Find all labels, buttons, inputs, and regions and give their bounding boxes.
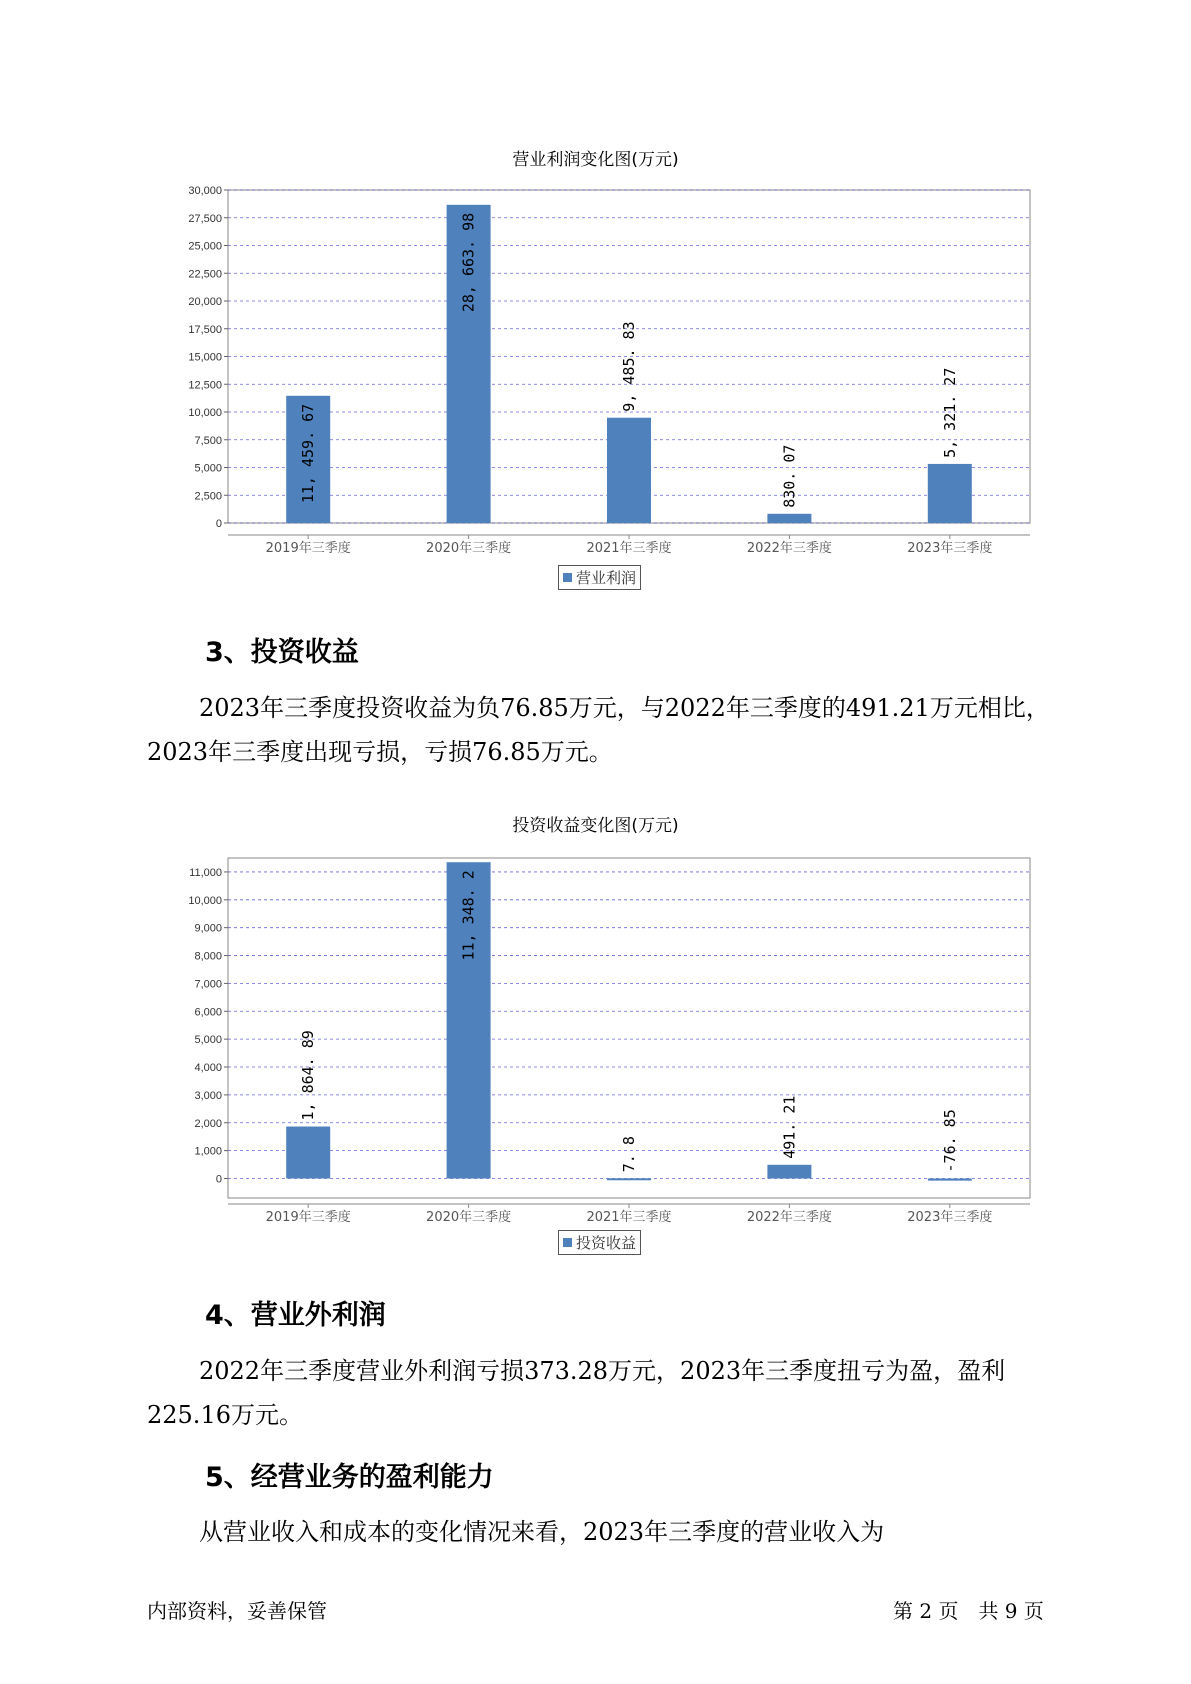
y-tick-label: 7,000 bbox=[194, 978, 222, 991]
x-tick-label: 2021年三季度 bbox=[586, 1210, 672, 1225]
section-heading-investment-income: 3、投资收益 bbox=[205, 637, 359, 668]
bar bbox=[286, 1127, 330, 1179]
data-label: 11, 348. 2 bbox=[459, 870, 478, 961]
y-tick-label: 10,000 bbox=[188, 894, 222, 907]
y-tick-label: 7,500 bbox=[194, 434, 222, 447]
y-tick-label: 2,500 bbox=[194, 490, 222, 503]
y-tick-label: 10,000 bbox=[188, 407, 222, 419]
y-tick-label: 6,000 bbox=[194, 1006, 222, 1019]
legend-swatch bbox=[563, 1238, 572, 1247]
data-label: 7. 8 bbox=[620, 1136, 638, 1173]
paragraph-non-operating-profit: 2022年三季度营业外利润亏损373.28万元，2023年三季度扭亏为盈，盈利225.16万元。 bbox=[147, 1357, 1006, 1429]
x-tick-label: 2022年三季度 bbox=[746, 1210, 832, 1225]
data-label: 11, 459. 67 bbox=[299, 403, 318, 504]
y-tick-label: 0 bbox=[215, 518, 222, 530]
y-tick-label: 25,000 bbox=[188, 240, 222, 253]
y-tick-label: 5,000 bbox=[194, 1034, 222, 1047]
chart1-legend bbox=[558, 565, 641, 590]
y-tick-label: 9,000 bbox=[194, 922, 222, 935]
chart1-title: 营业利润变化图(万元) bbox=[512, 150, 679, 170]
chart2-legend bbox=[558, 1230, 641, 1255]
y-tick-label: 22,500 bbox=[188, 268, 222, 281]
data-label: 9, 485. 83 bbox=[620, 321, 638, 412]
x-tick-label: 2019年三季度 bbox=[265, 1210, 351, 1225]
operating-profit-chart bbox=[0, 170, 1191, 556]
y-tick-label: 8,000 bbox=[194, 950, 222, 963]
bar bbox=[607, 1178, 651, 1180]
x-tick-label: 2023年三季度 bbox=[907, 541, 993, 556]
bar bbox=[928, 464, 972, 523]
data-label: -76. 85 bbox=[940, 1109, 959, 1173]
bar bbox=[928, 1178, 972, 1180]
x-tick-label: 2023年三季度 bbox=[907, 1210, 993, 1225]
paragraph-profitability: 从营业收入和成本的变化情况来看，2023年三季度的营业收入为 bbox=[199, 1518, 885, 1546]
y-tick-label: 27,500 bbox=[188, 212, 222, 225]
y-tick-label: 0 bbox=[215, 1173, 222, 1186]
bar bbox=[767, 1165, 811, 1179]
y-tick-label: 3,000 bbox=[194, 1089, 222, 1102]
data-label: 5, 321. 27 bbox=[940, 367, 959, 458]
legend-swatch bbox=[563, 573, 572, 582]
y-tick-label: 12,500 bbox=[188, 379, 222, 392]
y-tick-label: 20,000 bbox=[188, 296, 222, 308]
x-tick-label: 2022年三季度 bbox=[746, 541, 832, 556]
legend-label: 投资收益 bbox=[576, 1234, 637, 1252]
section-heading-profitability: 5、经营业务的盈利能力 bbox=[205, 1462, 494, 1493]
x-tick-label: 2021年三季度 bbox=[586, 541, 672, 556]
y-tick-label: 15,000 bbox=[188, 351, 222, 364]
y-tick-label: 5,000 bbox=[194, 462, 222, 475]
x-tick-label: 2020年三季度 bbox=[426, 541, 512, 556]
investment-income-chart bbox=[0, 838, 1191, 1225]
section-heading-non-operating-profit: 4、营业外利润 bbox=[205, 1300, 386, 1331]
footer-confidential: 内部资料，妥善保管 bbox=[147, 1599, 327, 1623]
legend-label: 营业利润 bbox=[576, 569, 637, 587]
paragraph-investment-income: 2023年三季度投资收益为负76.85万元，与2022年三季度的491.21万元相比，2023年三季度出现亏损，亏损76.85万元。 bbox=[147, 694, 1050, 766]
bar bbox=[767, 514, 811, 523]
x-tick-label: 2019年三季度 bbox=[265, 541, 351, 556]
data-label: 830. 07 bbox=[780, 444, 799, 508]
x-tick-label: 2020年三季度 bbox=[426, 1210, 512, 1225]
chart2-title: 投资收益变化图(万元) bbox=[512, 816, 679, 836]
data-label: 28, 663. 98 bbox=[459, 212, 478, 313]
y-tick-label: 11,000 bbox=[189, 866, 222, 879]
y-tick-label: 2,000 bbox=[194, 1117, 222, 1130]
footer-page-number: 第 2 页 共 9 页 bbox=[893, 1599, 1044, 1623]
data-label: 491. 21 bbox=[780, 1095, 799, 1159]
y-tick-label: 4,000 bbox=[194, 1062, 222, 1075]
bar bbox=[607, 418, 651, 523]
y-tick-label: 17,500 bbox=[188, 323, 222, 336]
data-label: 1, 864. 89 bbox=[299, 1030, 318, 1121]
y-tick-label: 1,000 bbox=[194, 1145, 222, 1158]
y-tick-label: 30,000 bbox=[188, 185, 222, 197]
